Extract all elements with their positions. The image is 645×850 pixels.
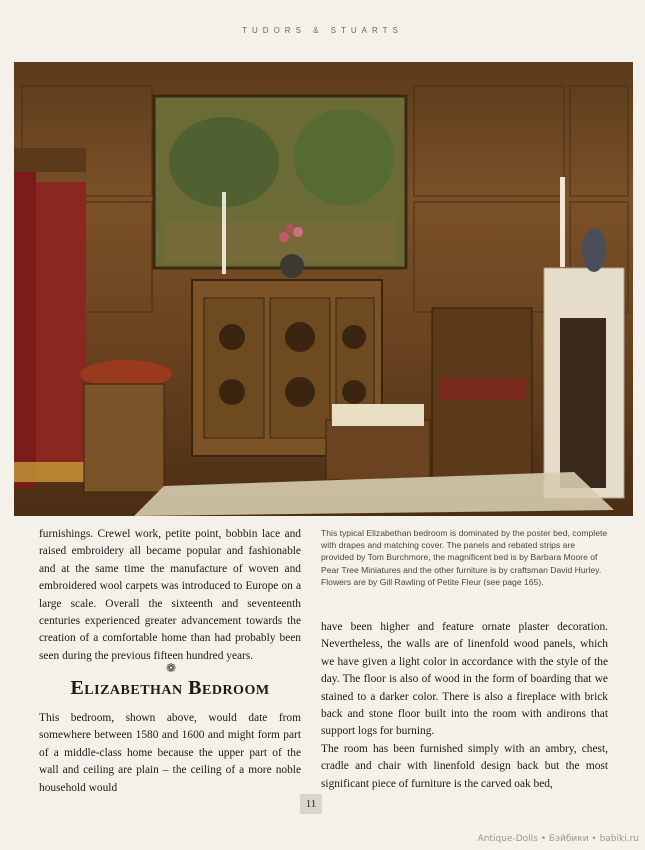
tapestry-ground <box>164 222 396 262</box>
carving <box>342 380 366 404</box>
room-photo <box>14 62 633 516</box>
ambry-door-center <box>270 298 330 438</box>
chair-seat <box>440 378 526 400</box>
candle-right <box>560 177 565 267</box>
tapestry-tree-right <box>294 109 394 205</box>
carving <box>219 324 245 350</box>
ceiling-beam <box>14 62 633 80</box>
lantern <box>582 228 606 272</box>
bed-fringe <box>14 462 86 482</box>
body-text-right: have been higher and feature ornate plaster decoration. Nevertheless, the walls are of linenfold wood panels, which we have given a light color in accordance with the style of the day. The floor is also of wood in the form of boarding that we stained to a darker color. There is also a fireplace with brick back and stone floor built into the room with andirons that support logs for burning. The room has been furnished simply with an ambry, chest, cradle and chair with linenfold design back but the most significant piece of furniture is the carved oak bed, <box>321 621 608 790</box>
candle-left <box>222 192 226 274</box>
body-text-left-bottom: This bedroom, shown above, would date from somewhere between 1580 and 1600 and might form part of a middle-class home because the upper part of the wall and ceiling are plain – the ceiling of a more noble household would <box>39 712 301 794</box>
photo-caption: This typical Elizabethan bedroom is dominated by the poster bed, complete with drapes and matching cover. The panels and rebated strips are provided by Tom Burchmore, the magnificent bed is by Barbara Moore of Pear Tree Miniatures and the other furniture is by craftsman David Hurley. Flowers are by Gill Rawling of Petite Fleur (see page 165). <box>321 528 608 587</box>
flower <box>286 224 294 232</box>
section-heading: Elizabethan Bedroom <box>70 677 270 699</box>
section-ornament: ❁ <box>165 661 177 675</box>
room-illustration <box>14 62 633 516</box>
carving <box>285 322 315 352</box>
bed-drape-left <box>14 148 36 488</box>
carving <box>342 325 366 349</box>
stool <box>84 384 164 492</box>
bed-canopy <box>14 148 86 172</box>
carving <box>219 379 245 405</box>
vase <box>280 254 304 278</box>
body-text-left-top: furnishings. Crewel work, petite point, bobbin lace and raised embroidery all became popular and fashionable and at the same time the manufacture of woven and embroidered wool carpets was introduced to Europe on a large scale. Overall the sixteenth and seventeenth centuries experienced greater advancement towards the creation of a comfortable home than had probably been seen during the previous fifteen hundred years. <box>39 528 301 662</box>
watermark: Antique-Dolls • Бэйбики • babiki.ru <box>477 834 639 844</box>
page-number: 11 <box>300 794 322 814</box>
cradle-bedding <box>332 404 424 426</box>
flower <box>293 227 303 237</box>
fireplace-opening <box>560 318 606 488</box>
flower <box>279 232 289 242</box>
running-header: TUDORS & STUARTS <box>242 26 403 35</box>
carving <box>285 377 315 407</box>
ambry-door-left <box>204 298 264 438</box>
cradle <box>326 420 430 480</box>
bed-drape <box>36 182 86 482</box>
